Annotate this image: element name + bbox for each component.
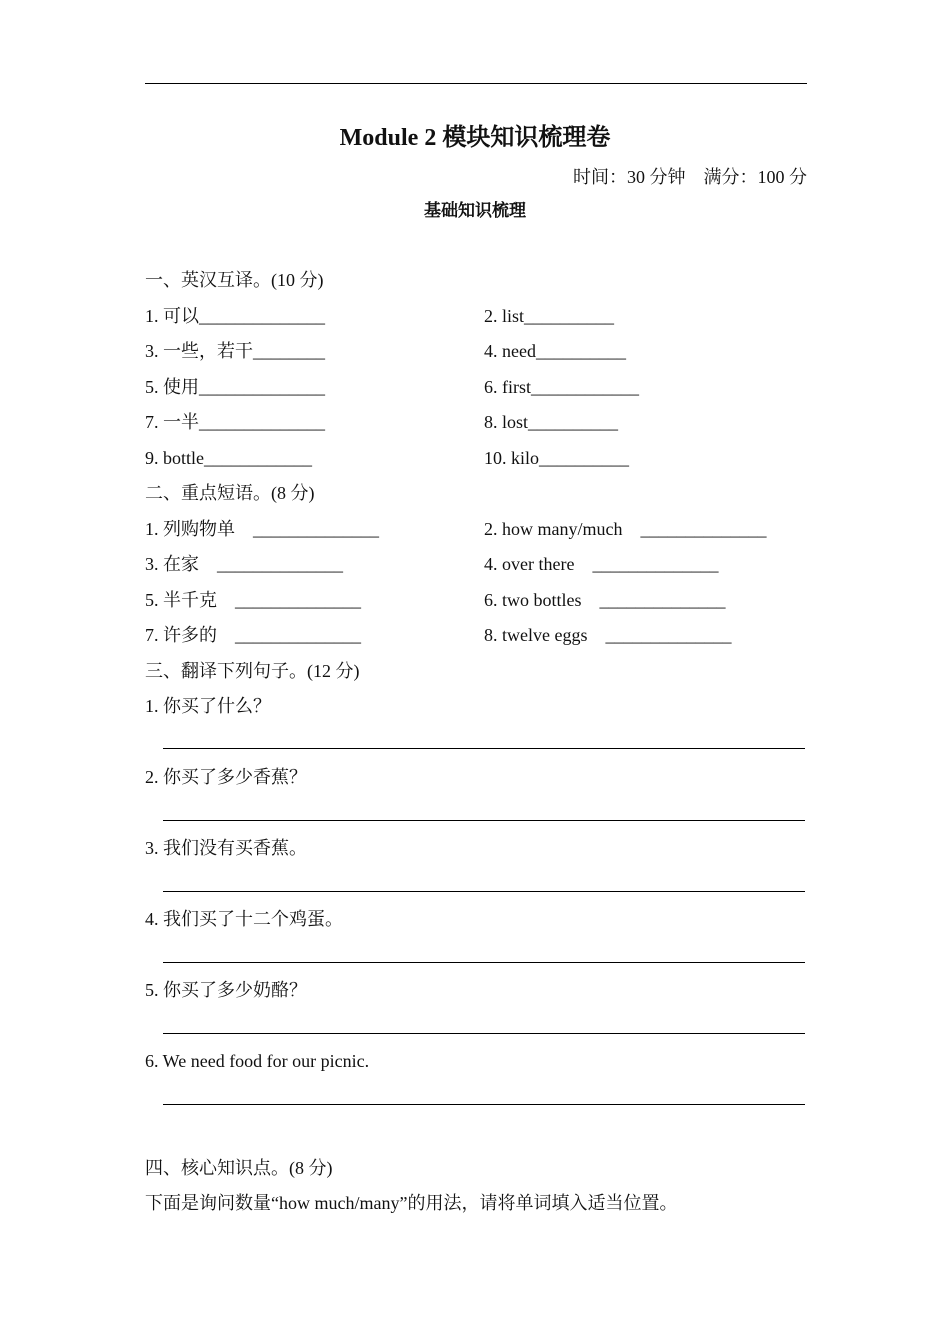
section2-item: 3. 在家 ______________: [145, 554, 343, 574]
answer-line[interactable]: [163, 891, 805, 892]
answer-line[interactable]: [163, 1104, 805, 1105]
time-limit: 时间：30 分钟: [573, 167, 686, 187]
sentence-prompt: 5. 你买了多少奶酪？: [145, 980, 307, 1000]
full-score: 满分：100 分: [703, 167, 807, 187]
section1-heading: 一、英汉互译。(10 分): [145, 270, 324, 290]
section2-item: 5. 半千克 ______________: [145, 590, 361, 610]
section-subtitle: 基础知识梳理: [424, 201, 526, 221]
section4-instruction: 下面是询问数量“how much/many”的用法，请将单词填入适当位置。: [145, 1193, 678, 1213]
sentence-prompt: 6. We need food for our picnic.: [145, 1051, 370, 1071]
section4-heading: 四、核心知识点。(8 分): [145, 1158, 333, 1178]
sentence-prompt: 4. 我们买了十二个鸡蛋。: [145, 909, 343, 929]
answer-line[interactable]: [163, 748, 805, 749]
section1-item: 1. 可以______________: [145, 306, 325, 326]
sentence-prompt: 3. 我们没有买香蕉。: [145, 838, 307, 858]
section3-heading: 三、翻译下列句子。(12 分): [145, 661, 360, 681]
section2-item: 8. twelve eggs ______________: [484, 625, 732, 645]
section2-item: 7. 许多的 ______________: [145, 625, 361, 645]
exam-meta: [573, 163, 807, 191]
answer-line[interactable]: [163, 820, 805, 821]
sentence-prompt: 1. 你买了什么？: [145, 696, 271, 716]
section2-item: 1. 列购物单 ______________: [145, 519, 379, 539]
sentence-prompt: 2. 你买了多少香蕉？: [145, 767, 307, 787]
section2-item: 2. how many/much ______________: [484, 519, 767, 539]
section2-item: 6. two bottles ______________: [484, 590, 726, 610]
section1-item: 4. need__________: [484, 341, 626, 361]
answer-line[interactable]: [163, 962, 805, 963]
section1-item: 9. bottle____________: [145, 448, 312, 468]
section2-item: 4. over there ______________: [484, 554, 719, 574]
page-title: Module 2 模块知识梳理卷: [339, 125, 611, 151]
section1-item: 5. 使用______________: [145, 377, 325, 397]
section1-item: 7. 一半______________: [145, 412, 325, 432]
section1-item: 2. list__________: [484, 306, 615, 326]
header-rule: [145, 83, 807, 84]
section2-heading: 二、重点短语。(8 分): [145, 483, 315, 503]
section1-item: 8. lost__________: [484, 412, 619, 432]
section1-item: 6. first____________: [484, 377, 639, 397]
section1-item: 10. kilo__________: [484, 448, 630, 468]
answer-line[interactable]: [163, 1033, 805, 1034]
section1-item: 3. 一些，若干________: [145, 341, 325, 361]
